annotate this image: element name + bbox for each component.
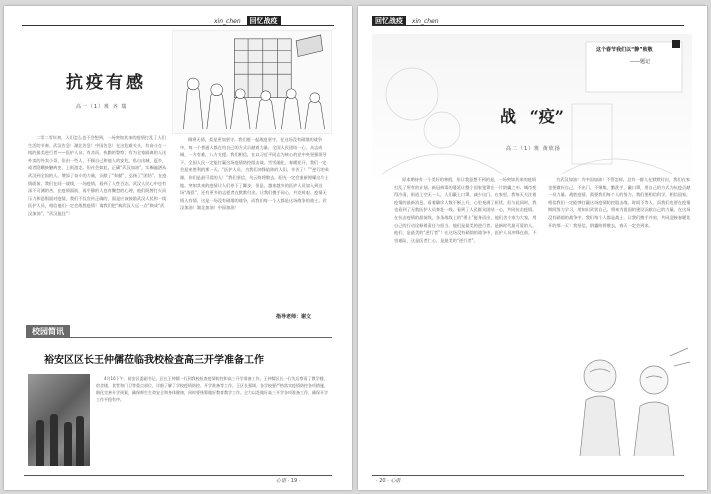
news-body: 4月16下午，裕安区委副书记、区长王仲儒一行到我校检查疫情防控和高三开学准备工作。王仲儒区长一行先后察看了教学楼、宿舍楼、食堂和门卫等重点部位，详细了解了学校疫情防控、开学准备等工作。王区长强调，各学校要严格落实疫情防控各项措施，细化完善开学预案，确保师生生命安全和身体健康，同时要统筹做好教育教学工作。全力以赴做好高三开学各项准备工作，确保开学工作平稳有序。 (96, 376, 328, 402)
footer-label: 心语 (276, 478, 287, 484)
footer-page-number: 19 (290, 478, 298, 484)
right-page (358, 6, 707, 490)
advisor-signature: 指导老师：谢文 (276, 314, 312, 320)
right-footer: · 20 · 心语 (376, 478, 401, 484)
footer-label: 心语 (390, 478, 401, 484)
article-title-part-b: “疫” (529, 107, 565, 126)
dedication-line2: ——题记 (630, 59, 651, 65)
news-title: 裕安区区长王仲儒莅临我校检查高三开学准备工作 (44, 355, 264, 366)
footer-rule (24, 475, 332, 476)
footer-page-number: 20 (379, 478, 386, 484)
doctor-sketch-illustration (570, 336, 694, 460)
left-footer: 心语 · 19 · (276, 478, 301, 484)
header-rule (22, 25, 334, 26)
news-photo (28, 374, 90, 466)
news-rule (26, 337, 332, 338)
article-byline: 高一（1）班 齐 瑞 (76, 104, 128, 110)
article-body-col1: 原本期待有一个美好的寒假，但让我意想不到的是，一场突如其来的疫情打乱了所有的计划。新冠病毒的蔓延让整个国家笼罩在一片阴霾之中。城市变得冷清，街道上空无一人，人们戴上口罩，减少出门。在家里，我每天关注着疫情的最新消息，看着确诊人数不断上升，心里充满了担忧。但与此同时，我也看到了无数医护人员奔赴一线，看到了人民群众团结一心，共同抗击疫情。在抗击疫情的最前线，各条战线上的“勇士”挺身而出，他们舍小家为大家，用自己的行动诠释着责任与担当。他们是最美的逆行者，是新时代最可爱的人。他们，是最美的“逆行者”！在这场没有硝烟的战争中，医护人员冲锋在前，不畏艰险，这是医者仁心，是最美的“逆行者”。 (394, 177, 537, 243)
article-body-col2: 为武汉加油！为中国加油！不管怎样，总有一群人在默默付出，我们在家也要做好自己，不出门、不聚集、勤洗手、戴口罩，用自己的方式为抗疫贡献一份力量。战胜疫情，需要我们每个人的努力。我们要相信科学，相信国家，相信我们一定能够打赢这场疫情防控阻击战。时间不等人，而我们也要在疫情期间努力学习，用知识武装自己，将来为祖国的建设贡献自己的力量。在这场没有硝烟的战争中，我们每个人都是战士，让我们携手并肩，共同迎接春暖花开的那一天！我坚信，阴霾终将散去，春天一定会到来。 (548, 177, 691, 228)
article-body-col2: 摄将无情，爱是更加坚守。我们愿一起战疫坚守，在这场没有硝烟的战争中，每一个普通人都在用自己的方式贡献着力量。全国人民团结一心，众志成城，一方有难，八方支援。我们相信，在以习近平同志为核心的党中央坚强领导下，全国人民一定能打赢这场疫情防控阻击战。雪雪融化，春暖花开，我们一定会迎来胜利的那一天。“医护人员，为我们冲锋陷阵的人们，辛苦了！”“逆行的英雄，你们是最可爱的人！”我们坚信，乌云终将散去，阳光一定会重新照耀这片土地。突如其来的疫情让人们停下了脚步，但是，越来越多的医护人员加入到这场“战役”，还有更多的志愿者在默默付出。让我们携手同心，共克时艰。疫情无情人有情，这是一场没有硝烟的战争，而我们每一个人都是这场战争的战士。武汉加油！湖北加油！中国加油！ (180, 137, 329, 211)
footer-rule (372, 475, 684, 476)
article-title-part-a: 战 (500, 107, 517, 126)
header-column-mark: 回忆战疫 (247, 16, 281, 26)
header-pinyin: xin_chen (214, 18, 241, 25)
article-byline: 高二（1）班 黄欣扬 (506, 146, 561, 152)
protest-sketch-illustration (172, 30, 332, 134)
news-ribbon: 校园简讯 (26, 325, 70, 338)
article-body-col1: 二零二零年初，人们怎么也不会想到，一场突如其来的疫情打乱了人们生活的节奏。武汉告急！湖北告急！中国告急！在这危难关头，有奋斗在一线的最美逆行者——医护人员；有舍而，执勤的警察；有为全家隔离的人送外卖的外卖小哥，但由一些人，不顾自己和他人的安危，私自出城、返乡，或者隐瞒接触病史，上街游走。但社会如此，正确“武汉加油”，实赐遍洒从武汉到全国的人，增添了奋斗的力量，贡献了“奉献”，弘扬了“团结”，在疫情面前，我们在同一战线，一场疫情，看到了人性百态。武汉人民心中也有深不可测的苦，在疫情面前，再平静的人也有懈怠的心理，他们既曾打火而压力和恐惧面对疫情，我们不仅宣传正确的，面是应该鼓励武汉人民和一线医护人员，相信他们一定会战胜疫情！请我们把“疯武汉人远一点”换成“武汉加油”，“武汉挺住”！ (28, 135, 167, 216)
dedication-line1: 这个春节我们以“静”致敬 (596, 47, 653, 53)
article-title: 抗疫有感 (66, 73, 146, 93)
left-page (4, 6, 352, 490)
header-column-mark: 回忆战疫 (372, 16, 406, 26)
article-title (500, 104, 564, 127)
header-rule (372, 25, 684, 26)
header-pinyin: xin_chen (411, 18, 439, 25)
